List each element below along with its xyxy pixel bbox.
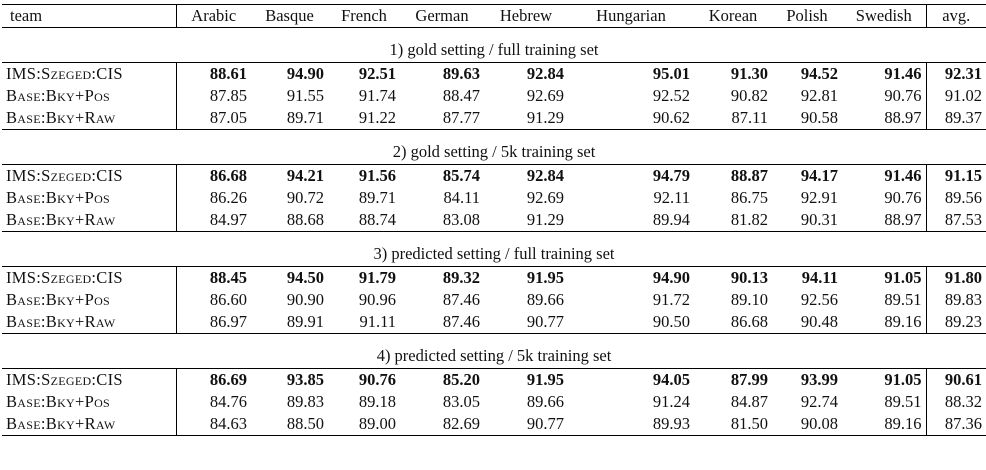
score-value: 88.50 (286, 414, 324, 433)
score-cell (842, 165, 926, 188)
header-language: French (341, 6, 387, 25)
avg-value: 89.83 (944, 290, 982, 309)
score-cell (176, 107, 251, 130)
score-value: 81.50 (730, 414, 768, 433)
score-cell (400, 289, 484, 311)
score-cell (568, 165, 694, 188)
score-cell (251, 63, 328, 86)
score-value: 85.74 (442, 166, 480, 185)
score-cell (568, 369, 694, 392)
score-value: 86.68 (730, 312, 768, 331)
score-cell (694, 165, 772, 188)
score-value: 89.16 (884, 414, 922, 433)
team-name (2, 289, 176, 311)
score-value: 92.69 (526, 86, 564, 105)
table-row (2, 289, 986, 311)
score-value: 91.74 (358, 86, 396, 105)
score-value: 88.45 (209, 268, 247, 287)
score-cell (842, 391, 926, 413)
avg-cell (926, 267, 986, 290)
avg-value: 90.61 (944, 370, 982, 389)
header-avg: avg. (926, 5, 986, 28)
score-cell (176, 209, 251, 232)
score-cell (176, 187, 251, 209)
score-value: 91.29 (526, 210, 564, 229)
score-value: 82.69 (442, 414, 480, 433)
score-cell (251, 267, 328, 290)
score-cell (176, 289, 251, 311)
score-cell (400, 369, 484, 392)
score-cell (176, 165, 251, 188)
score-cell (772, 391, 842, 413)
score-cell (251, 413, 328, 436)
score-cell (842, 107, 926, 130)
team-label: Base:Bky+Raw (6, 414, 116, 433)
score-cell (400, 187, 484, 209)
score-value: 89.71 (358, 188, 396, 207)
score-value: 91.29 (526, 108, 564, 127)
score-cell (842, 209, 926, 232)
score-cell (176, 267, 251, 290)
score-value: 91.95 (526, 370, 564, 389)
score-cell (400, 311, 484, 334)
score-value: 91.95 (526, 268, 564, 287)
score-cell (842, 85, 926, 107)
score-value: 91.46 (884, 166, 922, 185)
score-value: 86.68 (209, 166, 247, 185)
table-row (2, 107, 986, 130)
score-cell (484, 369, 568, 392)
score-value: 90.62 (652, 108, 690, 127)
score-cell (484, 107, 568, 130)
team-label: Base:Bky+Pos (6, 188, 111, 207)
score-value: 83.05 (442, 392, 480, 411)
section-title-row (2, 334, 986, 369)
score-value: 89.66 (526, 392, 564, 411)
score-cell (328, 289, 400, 311)
score-cell (694, 63, 772, 86)
avg-cell (926, 187, 986, 209)
score-value: 84.97 (209, 210, 247, 229)
score-value: 94.90 (286, 64, 324, 83)
score-cell (842, 289, 926, 311)
score-cell (568, 413, 694, 436)
score-value: 90.76 (884, 188, 922, 207)
score-cell (400, 63, 484, 86)
score-cell (568, 311, 694, 334)
team-label: Base:Bky+Raw (6, 108, 116, 127)
score-cell (568, 85, 694, 107)
score-cell (694, 369, 772, 392)
team-label: Base:Bky+Raw (6, 210, 116, 229)
score-value: 94.50 (286, 268, 324, 287)
score-value: 85.20 (442, 370, 480, 389)
score-value: 92.91 (800, 188, 838, 207)
avg-cell (926, 289, 986, 311)
score-value: 89.51 (884, 392, 922, 411)
score-cell (842, 187, 926, 209)
score-value: 84.63 (209, 414, 247, 433)
score-cell (400, 165, 484, 188)
team-name (2, 187, 176, 209)
table-row (2, 369, 986, 392)
score-cell (568, 267, 694, 290)
score-cell (328, 311, 400, 334)
team-label: Base:Bky+Pos (6, 290, 111, 309)
score-cell (251, 391, 328, 413)
team-label: IMS:Szeged:CIS (6, 166, 123, 185)
score-value: 92.52 (652, 86, 690, 105)
score-value: 90.90 (286, 290, 324, 309)
score-cell (251, 85, 328, 107)
team-label: Base:Bky+Pos (6, 392, 111, 411)
avg-value: 87.53 (944, 210, 982, 229)
score-value: 84.87 (730, 392, 768, 411)
table-row (2, 63, 986, 86)
score-value: 91.46 (884, 64, 922, 83)
score-value: 91.05 (884, 268, 922, 287)
score-value: 90.31 (800, 210, 838, 229)
table-header (2, 5, 986, 28)
score-cell (772, 209, 842, 232)
score-cell (328, 267, 400, 290)
score-cell (772, 369, 842, 392)
score-value: 90.96 (358, 290, 396, 309)
score-cell (328, 413, 400, 436)
score-value: 89.93 (652, 414, 690, 433)
avg-cell (926, 369, 986, 392)
score-cell (251, 311, 328, 334)
score-cell (772, 85, 842, 107)
score-value: 89.91 (286, 312, 324, 331)
avg-value: 91.15 (944, 166, 982, 185)
score-cell (694, 187, 772, 209)
table-row (2, 165, 986, 188)
score-cell (484, 165, 568, 188)
score-cell (772, 311, 842, 334)
score-value: 88.87 (730, 166, 768, 185)
section-title: 4) predicted setting / 5k training set (376, 346, 612, 365)
score-cell (328, 107, 400, 130)
score-value: 91.55 (286, 86, 324, 105)
score-value: 92.56 (800, 290, 838, 309)
score-cell (772, 165, 842, 188)
header-language: Hebrew (499, 6, 553, 25)
score-cell (328, 85, 400, 107)
avg-cell (926, 391, 986, 413)
team-name (2, 267, 176, 290)
score-value: 90.08 (800, 414, 838, 433)
score-value: 91.56 (358, 166, 396, 185)
score-value: 92.69 (526, 188, 564, 207)
team-name (2, 63, 176, 86)
team-label: IMS:Szeged:CIS (6, 64, 123, 83)
table-row (2, 413, 986, 436)
score-value: 90.82 (730, 86, 768, 105)
score-value: 87.99 (730, 370, 768, 389)
section-title: 3) predicted setting / full training set (373, 244, 615, 263)
table-row (2, 311, 986, 334)
table-row (2, 209, 986, 232)
score-cell (772, 187, 842, 209)
score-cell (568, 209, 694, 232)
table-row (2, 85, 986, 107)
score-cell (484, 267, 568, 290)
score-cell (251, 187, 328, 209)
score-cell (694, 413, 772, 436)
team-label: IMS:Szeged:CIS (6, 268, 123, 287)
score-value: 86.69 (209, 370, 247, 389)
score-value: 94.11 (801, 268, 838, 287)
score-value: 91.72 (652, 290, 690, 309)
score-value: 90.77 (526, 414, 564, 433)
score-value: 94.90 (652, 268, 690, 287)
avg-cell (926, 209, 986, 232)
team-name (2, 107, 176, 130)
score-value: 92.81 (800, 86, 838, 105)
score-cell (484, 63, 568, 86)
avg-cell (926, 413, 986, 436)
score-cell (772, 107, 842, 130)
score-cell (484, 289, 568, 311)
score-cell (772, 289, 842, 311)
score-cell (176, 311, 251, 334)
score-cell (328, 63, 400, 86)
score-cell (484, 311, 568, 334)
score-value: 90.13 (730, 268, 768, 287)
score-value: 94.21 (286, 166, 324, 185)
score-cell (568, 289, 694, 311)
header-language: Polish (786, 6, 828, 25)
score-cell (328, 187, 400, 209)
score-value: 94.17 (800, 166, 838, 185)
score-value: 86.97 (209, 312, 247, 331)
header-row (2, 5, 986, 28)
score-value: 83.08 (442, 210, 480, 229)
avg-cell (926, 165, 986, 188)
score-cell (772, 413, 842, 436)
section-title: 1) gold setting / full training set (389, 40, 599, 59)
score-value: 92.51 (358, 64, 396, 83)
score-value: 84.76 (209, 392, 247, 411)
avg-cell (926, 63, 986, 86)
score-value: 94.79 (652, 166, 690, 185)
score-cell (694, 209, 772, 232)
score-value: 89.10 (730, 290, 768, 309)
avg-cell (926, 107, 986, 130)
score-cell (400, 107, 484, 130)
score-value: 88.47 (442, 86, 480, 105)
header-language: Korean (708, 6, 758, 25)
score-cell (568, 63, 694, 86)
table-row (2, 267, 986, 290)
score-value: 90.72 (286, 188, 324, 207)
score-value: 90.48 (800, 312, 838, 331)
score-value: 89.66 (526, 290, 564, 309)
score-value: 88.74 (358, 210, 396, 229)
score-cell (328, 209, 400, 232)
header-language: Basque (265, 6, 314, 25)
score-value: 89.16 (884, 312, 922, 331)
results-table (2, 4, 986, 436)
score-value: 93.85 (286, 370, 324, 389)
score-cell (568, 187, 694, 209)
avg-value: 91.80 (944, 268, 982, 287)
avg-value: 92.31 (944, 64, 982, 83)
score-value: 89.00 (358, 414, 396, 433)
score-cell (568, 391, 694, 413)
avg-value: 87.36 (944, 414, 982, 433)
team-name (2, 85, 176, 107)
team-name (2, 165, 176, 188)
score-cell (842, 311, 926, 334)
avg-value: 89.56 (944, 188, 982, 207)
score-cell (484, 209, 568, 232)
score-value: 90.76 (884, 86, 922, 105)
team-name (2, 311, 176, 334)
header-language: Arabic (191, 6, 237, 25)
section-title: 2) gold setting / 5k training set (392, 142, 596, 161)
header-language: Swedish (855, 6, 912, 25)
table-row (2, 391, 986, 413)
score-value: 89.94 (652, 210, 690, 229)
score-value: 90.58 (800, 108, 838, 127)
score-value: 87.85 (209, 86, 247, 105)
score-value: 90.77 (526, 312, 564, 331)
score-cell (694, 391, 772, 413)
header-language: Hungarian (596, 6, 666, 25)
score-cell (772, 63, 842, 86)
team-label: Base:Bky+Raw (6, 312, 116, 331)
score-cell (328, 369, 400, 392)
score-value: 86.75 (730, 188, 768, 207)
score-cell (842, 267, 926, 290)
score-cell (772, 267, 842, 290)
score-cell (694, 267, 772, 290)
score-cell (842, 63, 926, 86)
score-value: 88.97 (884, 210, 922, 229)
score-value: 87.46 (442, 290, 480, 309)
score-cell (176, 85, 251, 107)
score-value: 92.74 (800, 392, 838, 411)
score-cell (251, 165, 328, 188)
score-value: 89.18 (358, 392, 396, 411)
score-cell (694, 289, 772, 311)
score-value: 94.52 (800, 64, 838, 83)
score-cell (842, 413, 926, 436)
score-value: 95.01 (652, 64, 690, 83)
score-value: 84.11 (443, 188, 480, 207)
score-value: 81.82 (730, 210, 768, 229)
score-value: 88.61 (209, 64, 247, 83)
section-title-row (2, 130, 986, 165)
score-cell (400, 267, 484, 290)
section-title-row (2, 232, 986, 267)
score-cell (251, 209, 328, 232)
score-value: 94.05 (652, 370, 690, 389)
score-cell (694, 85, 772, 107)
score-value: 88.68 (286, 210, 324, 229)
team-label: IMS:Szeged:CIS (6, 370, 123, 389)
avg-value: 89.37 (944, 108, 982, 127)
score-cell (251, 369, 328, 392)
score-value: 87.05 (209, 108, 247, 127)
team-name (2, 369, 176, 392)
score-value: 90.50 (652, 312, 690, 331)
score-cell (176, 391, 251, 413)
score-value: 86.60 (209, 290, 247, 309)
score-value: 92.11 (653, 188, 690, 207)
score-cell (400, 413, 484, 436)
score-cell (400, 209, 484, 232)
score-value: 87.77 (442, 108, 480, 127)
score-value: 91.24 (652, 392, 690, 411)
score-value: 90.76 (358, 370, 396, 389)
team-label: Base:Bky+Pos (6, 86, 111, 105)
avg-cell (926, 85, 986, 107)
team-name (2, 391, 176, 413)
score-cell (400, 85, 484, 107)
score-cell (328, 391, 400, 413)
score-value: 89.63 (442, 64, 480, 83)
score-cell (568, 107, 694, 130)
team-name (2, 413, 176, 436)
avg-value: 89.23 (944, 312, 982, 331)
header-language: German (415, 6, 469, 25)
score-cell (484, 187, 568, 209)
score-value: 88.97 (884, 108, 922, 127)
score-cell (251, 107, 328, 130)
score-value: 87.46 (442, 312, 480, 331)
score-cell (484, 85, 568, 107)
avg-value: 88.32 (944, 392, 982, 411)
score-value: 91.30 (730, 64, 768, 83)
score-value: 89.32 (442, 268, 480, 287)
avg-cell (926, 311, 986, 334)
score-value: 92.84 (526, 64, 564, 83)
score-cell (484, 413, 568, 436)
score-cell (400, 391, 484, 413)
score-value: 89.83 (286, 392, 324, 411)
section-title-row (2, 28, 986, 63)
score-value: 91.79 (358, 268, 396, 287)
score-value: 91.05 (884, 370, 922, 389)
score-value: 89.51 (884, 290, 922, 309)
score-cell (251, 289, 328, 311)
score-cell (694, 107, 772, 130)
table-row (2, 187, 986, 209)
avg-value: 91.02 (944, 86, 982, 105)
score-value: 86.26 (209, 188, 247, 207)
team-name (2, 209, 176, 232)
score-cell (694, 311, 772, 334)
score-value: 89.71 (286, 108, 324, 127)
score-cell (328, 165, 400, 188)
table-body (2, 28, 986, 436)
score-cell (176, 63, 251, 86)
score-value: 87.11 (731, 108, 768, 127)
score-value: 91.11 (359, 312, 396, 331)
score-value: 92.84 (526, 166, 564, 185)
score-cell (176, 369, 251, 392)
score-value: 93.99 (800, 370, 838, 389)
header-team: team (2, 5, 176, 28)
score-cell (176, 413, 251, 436)
score-cell (842, 369, 926, 392)
score-cell (484, 391, 568, 413)
score-value: 91.22 (358, 108, 396, 127)
